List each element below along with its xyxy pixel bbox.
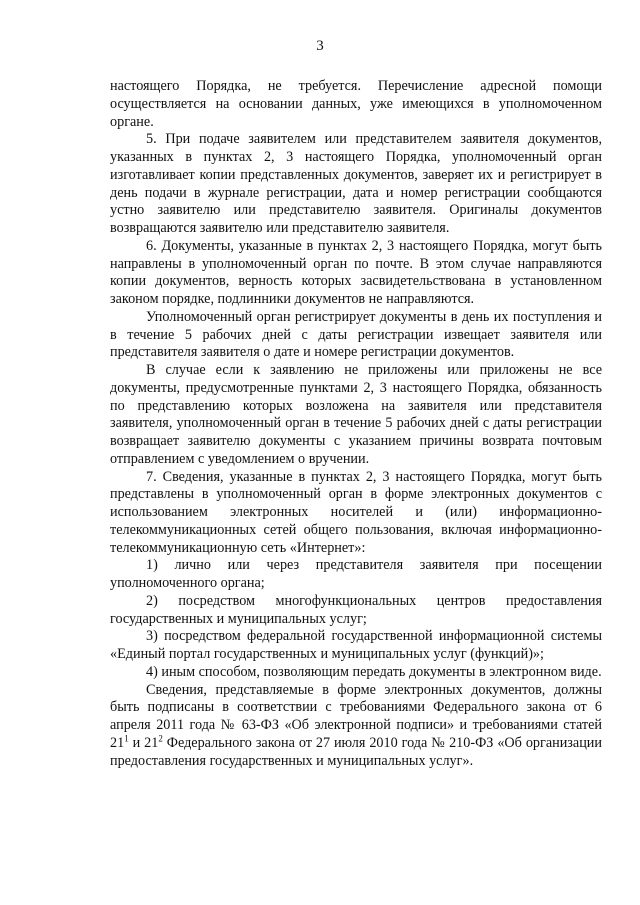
paragraph-intro-continuation: настоящего Порядка, не требуется. Перечисление адресной помощи осуществляется на основании данных, уже имеющихся в уполномоченном органе. (110, 78, 602, 130)
list-item-2: 2) посредством многофункциональных центров предоставления государственных и муниципальных услуг; (110, 592, 602, 627)
page-number: 3 (316, 38, 324, 54)
paragraph-item-7: 7. Сведения, указанные в пунктах 2, 3 настоящего Порядка, могут быть представлены в уполномоченный орган в форме электронных документов с использованием электронных носителей и (или) информационно-телекоммуникационных сетей общего пользования, включая информационно-телекоммуникационную сеть «Интернет»: (110, 468, 602, 556)
list-item-3: 3) посредством федеральной государственной информационной системы «Единый портал государственных и муниципальных услуг (функций)»; (110, 628, 602, 662)
superscript-2: 2 (158, 733, 163, 744)
paragraph-item-5: 5. При подаче заявителем или представителем заявителя документов, указанных в пунктах 2, 3 настоящего Порядка, уполномоченный орган изготавливает копии представленных документов, заверяет их и регистрирует в день подачи в журнале регистрации, дата и номер регистрации сообщаются устно заявителю или представителю заявителя. Оригиналы документов возвращаются заявителю или представителю заявителя. (110, 131, 602, 236)
list-item-4: 4) иным способом, позволяющим передать документы в электронном виде. (146, 663, 602, 680)
paragraph-item-6: 6. Документы, указанные в пунктах 2, 3 настоящего Порядка, могут быть направлены в уполномоченный орган по почте. В этом случае направляются копии документов, верность которых засвидетельствована в установленном законом порядке, подлинники документов не направляются. (110, 237, 602, 307)
signature-text-part-2: и 21 (128, 734, 159, 751)
document-body (110, 78, 602, 770)
paragraph-electronic-signature (110, 682, 602, 771)
list-item-1: 1) лично или через представителя заявителя при посещении уполномоченного органа; (110, 557, 602, 591)
signature-text-part-3: Федерального закона от 27 июля 2010 года № 210-ФЗ «Об организации предоставления государственных и муниципальных услуг». (110, 734, 602, 769)
signature-text-part-1: Сведения, представляемые в форме электронных документов, должны быть подписаны в соответствии с требованиями Федерального закона от 6 апреля 2011 года № 63-ФЗ «Об электронной подписи» и требованиями статей 21 (110, 681, 602, 751)
paragraph-registration: Уполномоченный орган регистрирует документы в день их поступления и в течение 5 рабочих дней с даты регистрации извещает заявителя или представителя заявителя о дате и номере регистрации документов. (110, 308, 602, 361)
paragraph-incomplete-documents: В случае если к заявлению не приложены или приложены не все документы, предусмотренные пунктами 2, 3 настоящего Порядка, обязанность по представлению которых возложена на заявителя или представителя заявителя, уполномоченный орган в течение 5 рабочих дней с даты регистрации возвращает заявителю документы с указанием причины возврата почтовым отправлением с уведомлением о вручении. (110, 362, 602, 467)
superscript-1: 1 (124, 733, 129, 744)
